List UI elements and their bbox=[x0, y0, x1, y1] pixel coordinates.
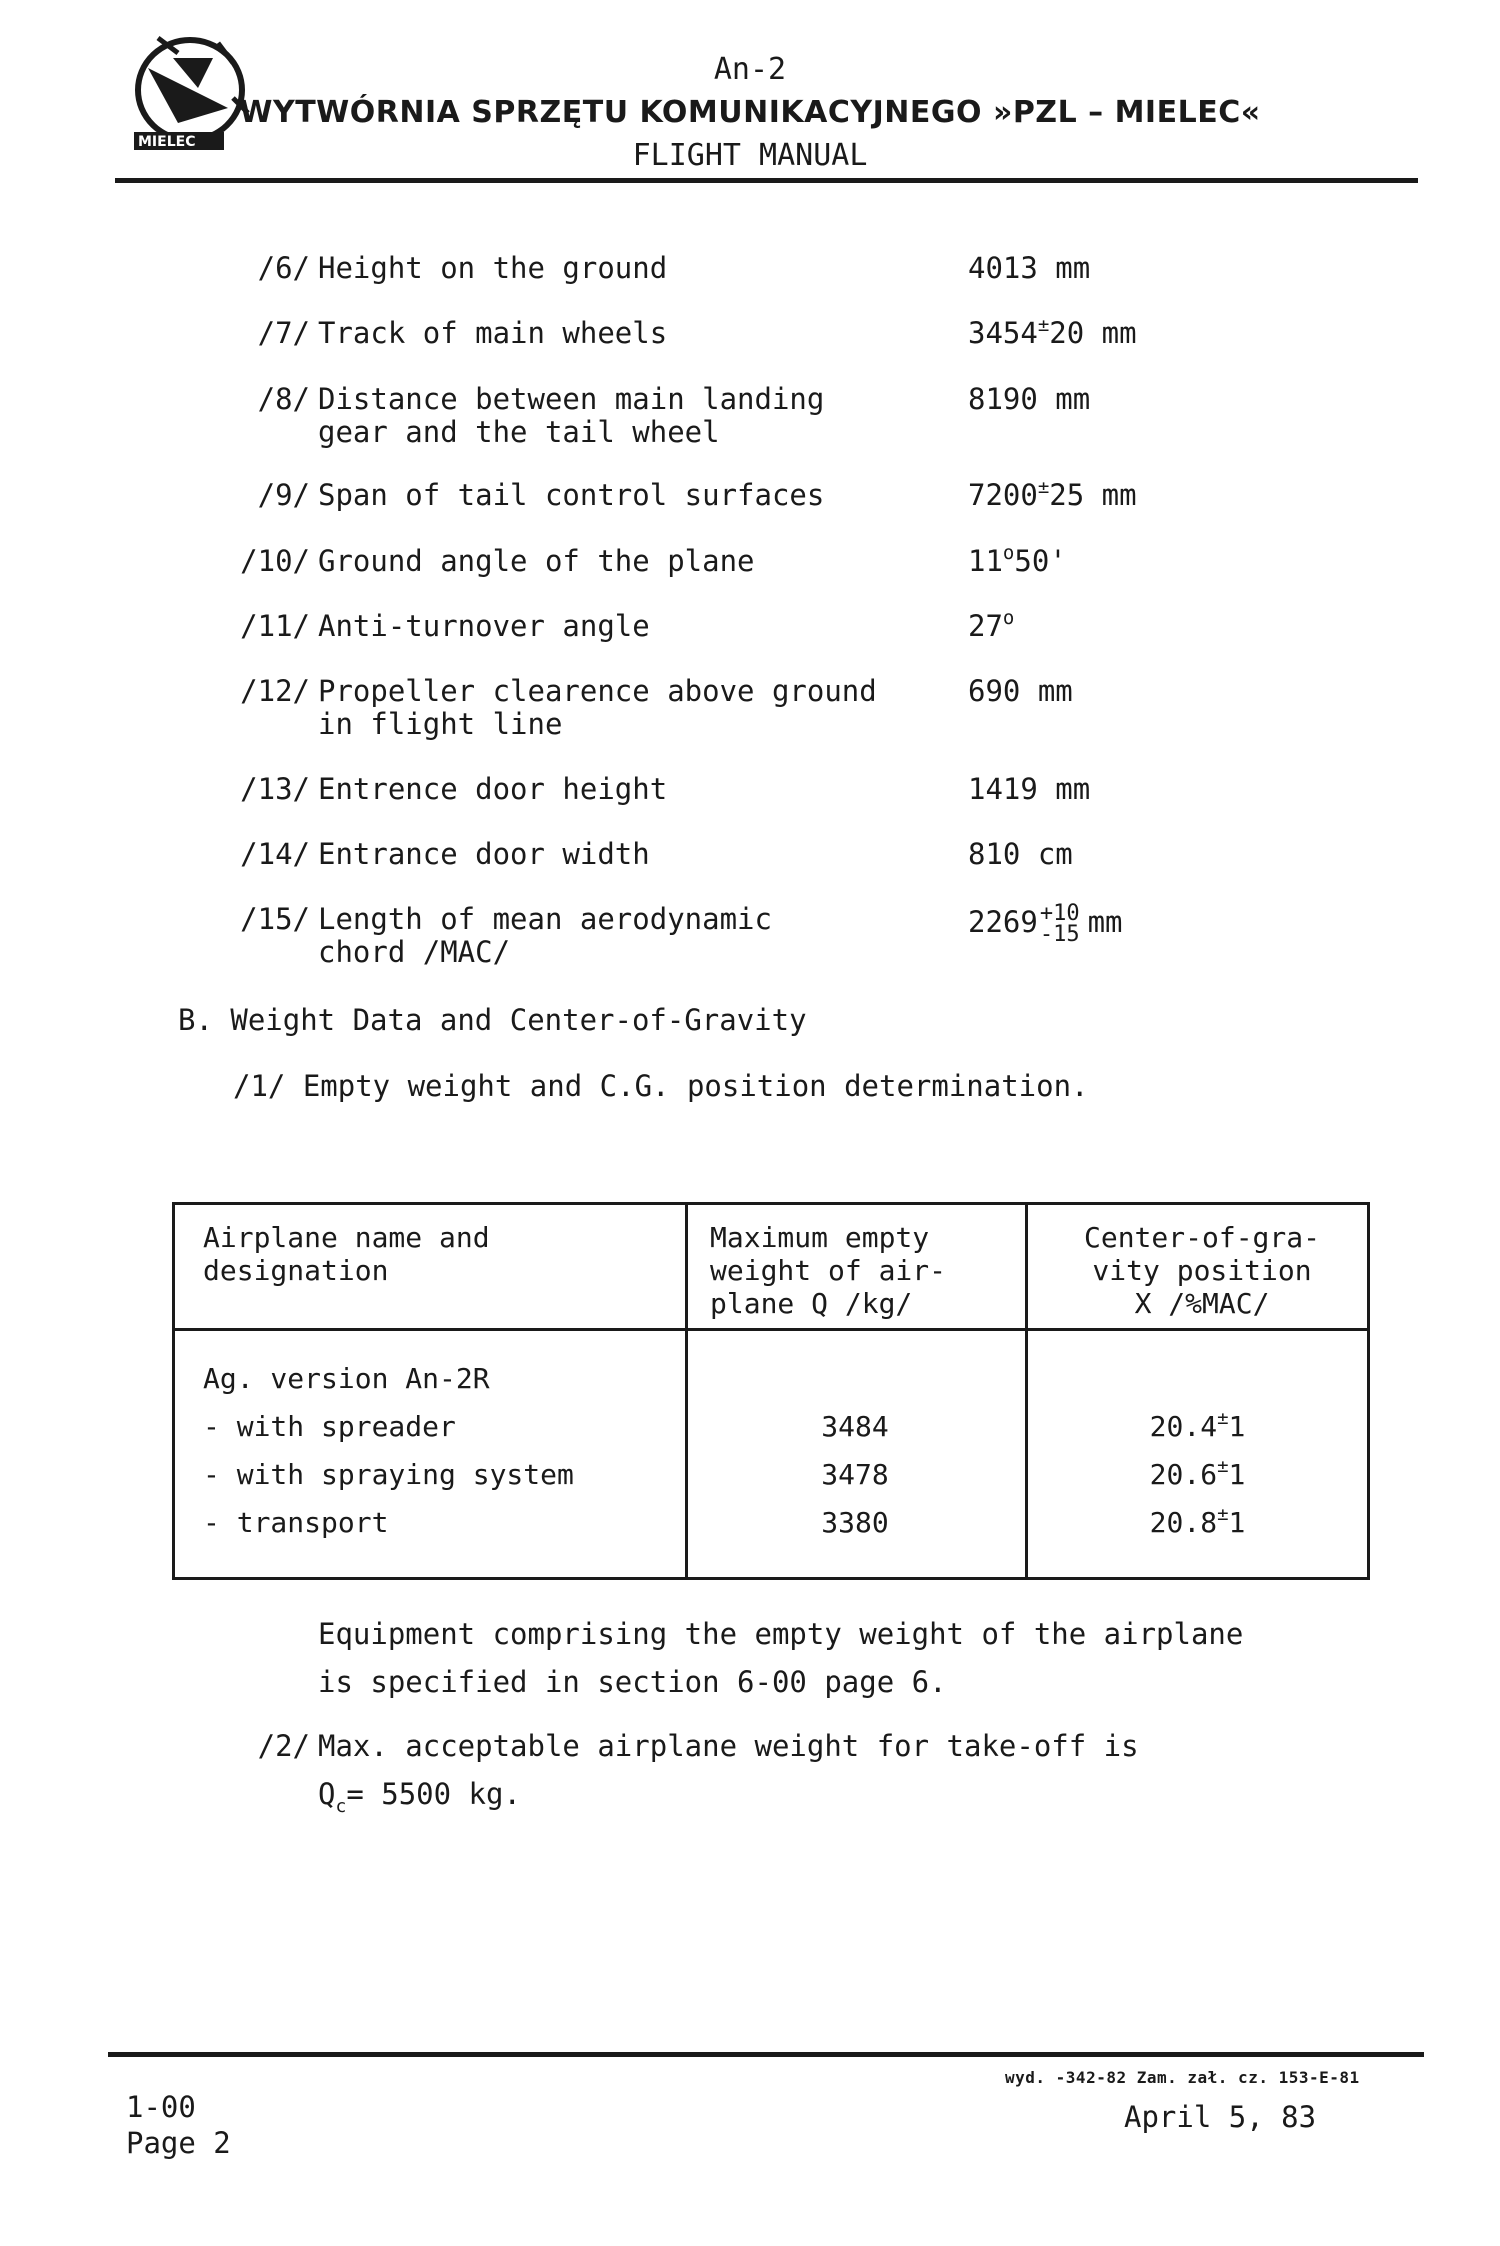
item-number: /12/ bbox=[240, 674, 310, 708]
table-header-airplane: Airplane name and designation bbox=[203, 1221, 490, 1287]
item-label: Track of main wheels bbox=[318, 316, 668, 350]
item-label: Length of mean aerodynamic chord /MAC/ bbox=[318, 902, 772, 969]
issue-date: April 5, 83 bbox=[1124, 2100, 1317, 2134]
item2-number: /2/ bbox=[257, 1729, 310, 1763]
print-reference: wyd. -342-82 Zam. zał. cz. 153-E-81 bbox=[1005, 2068, 1360, 2087]
table-group-label: Ag. version An-2R bbox=[203, 1362, 490, 1395]
item-value: 7200±25 mm bbox=[968, 476, 1137, 512]
item-value: 2269 +10 -15 mm bbox=[968, 901, 1123, 947]
max-takeoff-weight-note: Max. acceptable airplane weight for take-off is $Q_c= 5500$ kg. bbox=[318, 1729, 1139, 1817]
item-number: /7/ bbox=[257, 316, 310, 350]
manual-title: FLIGHT MANUAL bbox=[632, 138, 868, 173]
table-row-cg: 20.4±1 bbox=[1149, 1407, 1246, 1443]
section-b-title: B. Weight Data and Center-of-Gravity bbox=[178, 1003, 807, 1037]
aircraft-model: An-2 bbox=[713, 52, 787, 87]
item-number: /6/ bbox=[257, 251, 310, 285]
company-name: WYTWÓRNIA SPRZĘTU KOMUNIKACYJNEGO »PZL – MIELEC« bbox=[239, 95, 1261, 130]
item-label: Entrance door width bbox=[318, 837, 650, 871]
item-value: 690 mm bbox=[968, 674, 1073, 708]
page-number: Page 2 bbox=[126, 2126, 231, 2160]
item-number: /10/ bbox=[240, 544, 310, 578]
item-number: /9/ bbox=[257, 478, 310, 512]
item-value: 4013 mm bbox=[968, 251, 1091, 285]
item-label: Propeller clearence above ground in flight line bbox=[318, 674, 877, 741]
table-header-cg: Center-of-gra- vity position X /%MAC/ bbox=[1083, 1221, 1320, 1320]
table-row-cg: 20.6±1 bbox=[1149, 1455, 1246, 1491]
item-label: Distance between main landing gear and the tail wheel bbox=[318, 382, 825, 449]
item-label: Ground angle of the plane bbox=[318, 544, 755, 578]
item-number: /11/ bbox=[240, 609, 310, 643]
item-value: 8190 mm bbox=[968, 382, 1091, 416]
table-row-weight: 3484 bbox=[821, 1410, 889, 1443]
section-b-item1: /1/ Empty weight and C.G. position determination. bbox=[233, 1069, 1089, 1103]
table-row-cg: 20.8±1 bbox=[1149, 1503, 1246, 1539]
item-number: /14/ bbox=[240, 837, 310, 871]
table-row-weight: 3380 bbox=[821, 1506, 889, 1539]
table-row-name: - with spreader bbox=[203, 1410, 456, 1443]
item-number: /8/ bbox=[257, 382, 310, 416]
item-label: Height on the ground bbox=[318, 251, 668, 285]
table-row-name: - transport bbox=[203, 1506, 389, 1539]
table-row-weight: 3478 bbox=[821, 1458, 889, 1491]
item-label: Anti-turnover angle bbox=[318, 609, 650, 643]
section-number: 1-00 bbox=[126, 2090, 196, 2124]
item-value: 1419 mm bbox=[968, 772, 1091, 806]
table-header-weight: Maximum empty weight of air- plane Q /kg/ bbox=[710, 1221, 947, 1320]
table-row-name: - with spraying system bbox=[203, 1458, 574, 1491]
equipment-note: Equipment comprising the empty weight of the airplane is specified in section 6-00 page 6. bbox=[318, 1617, 1244, 1699]
header-rule bbox=[115, 178, 1418, 183]
item-value: 3454±20 mm bbox=[968, 314, 1137, 350]
item-value: 810 cm bbox=[968, 837, 1073, 871]
footer-rule bbox=[108, 2052, 1424, 2057]
svg-text:MIELEC: MIELEC bbox=[138, 134, 196, 150]
item-value: 11$^o$50' bbox=[968, 542, 1067, 578]
item-value: 27$^o$ bbox=[968, 607, 1015, 643]
item-label: Entrence door height bbox=[318, 772, 668, 806]
weight-cg-table bbox=[172, 1202, 1370, 1580]
item-number: /15/ bbox=[240, 902, 310, 936]
item-label: Span of tail control surfaces bbox=[318, 478, 825, 512]
item-number: /13/ bbox=[240, 772, 310, 806]
